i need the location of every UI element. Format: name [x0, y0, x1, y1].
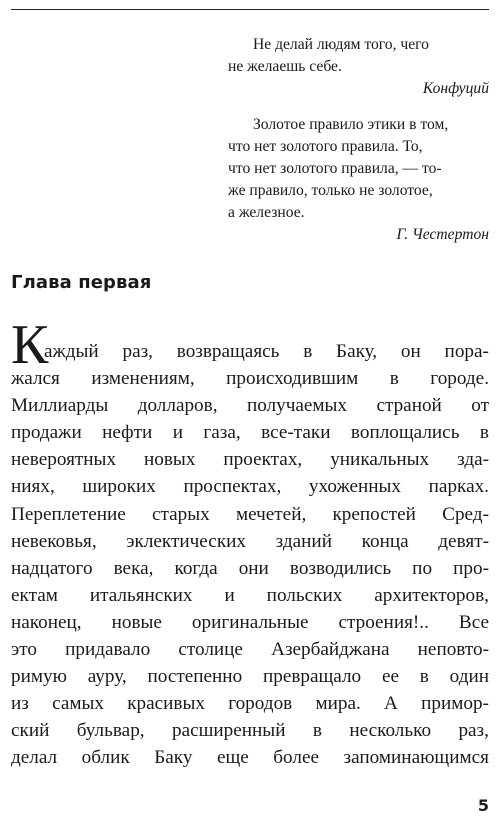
epigraph-confucius — [228, 34, 489, 100]
chapter-body — [11, 338, 489, 772]
body-line: невековья, эклектических зданий конца девят- — [11, 530, 489, 552]
epigraph-line: же правило, только не золотое, — [228, 182, 433, 199]
body-line: из самых красивых городов мира. А примор- — [11, 693, 489, 715]
epigraph-line: Не делай людям того, чего — [253, 36, 429, 53]
body-line: ский бульвар, расширенный в несколько раз, — [11, 720, 489, 742]
body-line: продажи нефти и газа, все-таки воплощались в — [11, 422, 489, 444]
body-line: жался изменениям, происходившим в городе. — [11, 368, 489, 390]
chapter-title: Глава первая — [11, 272, 152, 293]
body-line: невероятных новых проектах, уникальных зда- — [11, 449, 489, 471]
epigraph-author: Г. Честертон — [396, 226, 489, 243]
epigraph-author: Конфуций — [422, 80, 489, 97]
body-line: Миллиарды долларов, получаемых страной от — [11, 395, 489, 417]
body-line: это придавало столице Азербайджана неповто- — [11, 639, 489, 661]
body-line: делал облик Баку еще более запоминающимся — [11, 747, 489, 769]
epigraph-line: а железное. — [228, 204, 305, 221]
epigraph-line: не желаешь себе. — [228, 58, 342, 75]
body-line: наконец, новые оригинальные строения!.. Все — [11, 611, 489, 633]
drop-cap: К — [11, 314, 49, 376]
body-line: надцатого века, когда они возводились по про- — [11, 557, 489, 579]
epigraph-chesterton — [228, 114, 489, 246]
body-line: римую ауру, постепенно превращало ее в один — [11, 666, 489, 688]
epigraph-line: Золотое правило этики в том, — [253, 116, 449, 133]
epigraph-line: что нет золотого правила. То, — [228, 138, 423, 155]
body-line: Переплетение старых мечетей, крепостей Сред- — [11, 503, 489, 525]
epigraph-line: что нет золотого правила, — то- — [228, 160, 442, 177]
body-line: ниях, широких проспектах, ухоженных парках. — [11, 476, 489, 498]
top-rule — [11, 9, 489, 10]
body-line: ектам итальянских и польских архитекторов, — [11, 584, 489, 606]
body-line: аждый раз, возвращаясь в Баку, он пора- — [44, 341, 489, 362]
page-number: 5 — [477, 796, 489, 815]
